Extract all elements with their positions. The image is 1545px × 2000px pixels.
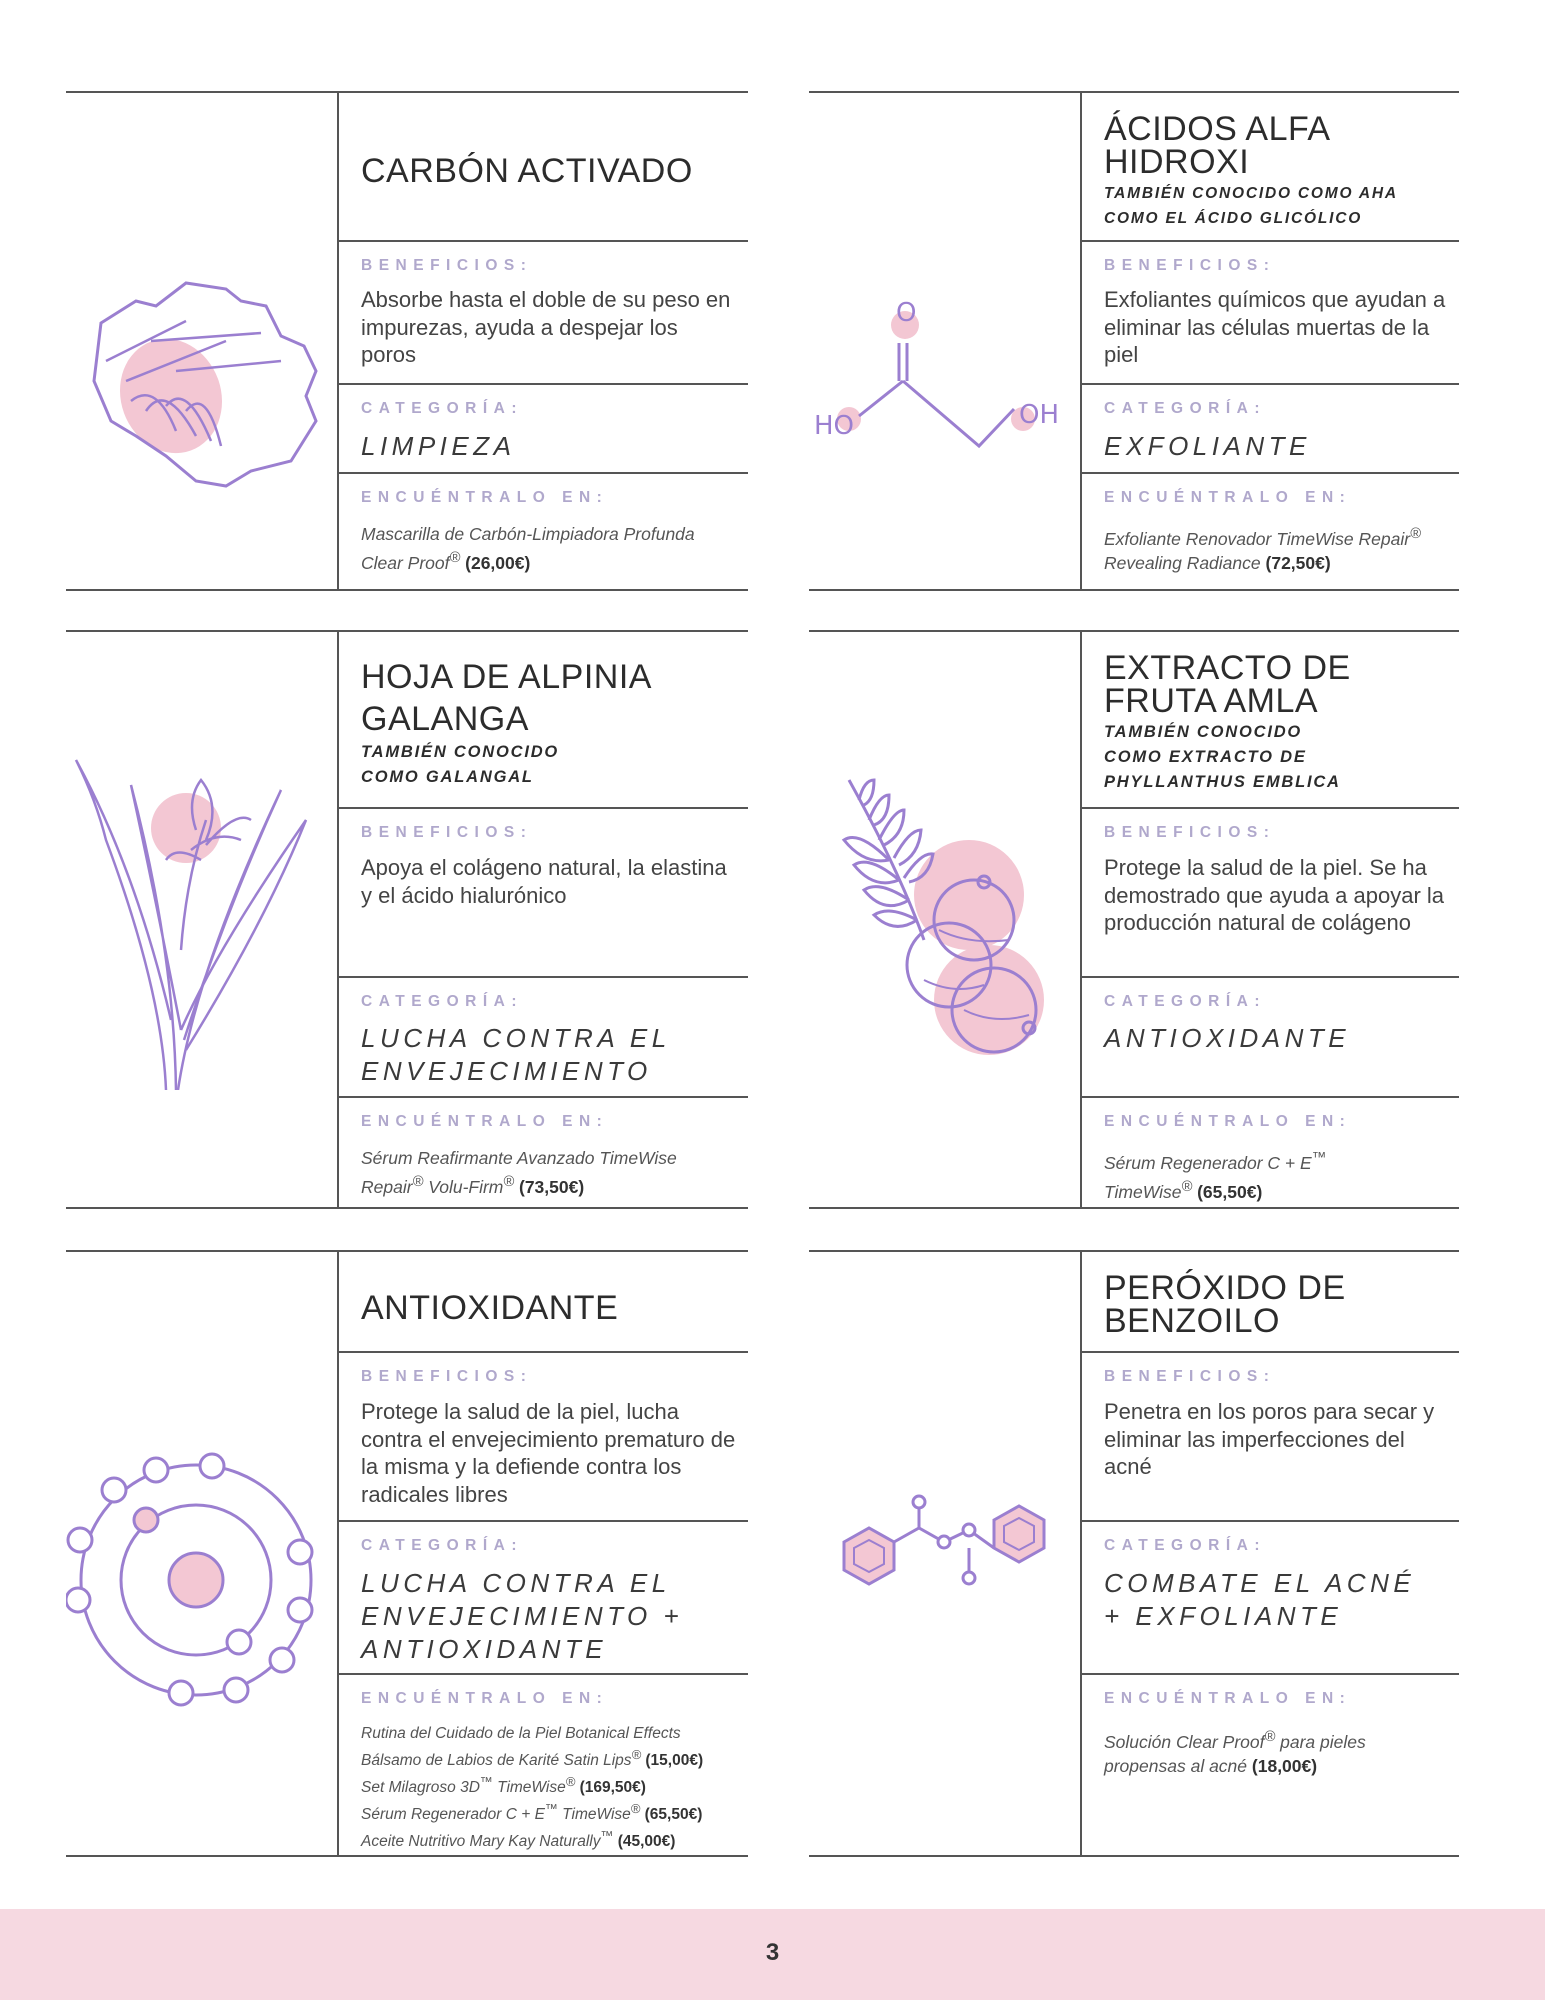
category-value: LUCHA CONTRA EL ENVEJECIMIENTO <box>361 1023 671 1086</box>
ingredient-card-antioxidant <box>66 1250 748 1857</box>
amla-fruit-icon <box>829 770 1069 1090</box>
also-known-as: TAMBIÉN CONOCIDO COMO GALANGAL <box>361 743 560 786</box>
product-list: Solución Clear Proof® para pieles propensas al acné (18,00€) <box>1104 1729 1366 1776</box>
product-list: Sérum Regenerador C + E™ TimeWise® (65,50€) <box>1104 1150 1327 1202</box>
benefits-text: Protege la salud de la piel. Se ha demostrado que ayuda a apoyar la producción natural de colágeno <box>1104 855 1445 935</box>
product-price: (73,50€) <box>519 1176 585 1197</box>
ingredient-card-carbon <box>66 91 748 591</box>
product-price: (26,00€) <box>465 552 531 573</box>
product-item: Rutina del Cuidado de la Piel Botanical Effects <box>361 1725 681 1742</box>
glycolic-acid-molecule-icon <box>809 291 1079 471</box>
benzoyl-peroxide-molecule-icon <box>814 1490 1074 1620</box>
benefits-label: BENEFICIOS: <box>361 1368 533 1385</box>
category-value: LIMPIEZA <box>361 431 516 461</box>
category-label: CATEGORÍA: <box>361 400 524 417</box>
also-known-as: TAMBIÉN CONOCIDO COMO AHA COMO EL ÁCIDO GLICÓLICO <box>1104 185 1398 227</box>
benefits-text: Exfoliantes químicos que ayudan a eliminar las células muertas de la piel <box>1104 287 1446 367</box>
category-label: CATEGORÍA: <box>361 993 524 1010</box>
find-in-label: ENCUÉNTRALO EN: <box>1104 489 1352 506</box>
card-top-rule <box>66 91 748 93</box>
find-in-label: ENCUÉNTRALO EN: <box>361 1690 609 1707</box>
category-value: COMBATE EL ACNÉ + EXFOLIANTE <box>1104 1568 1416 1631</box>
find-in-label: ENCUÉNTRALO EN: <box>361 1113 609 1130</box>
category-label: CATEGORÍA: <box>1104 993 1267 1010</box>
benefits-text: Protege la salud de la piel, lucha contra el envejecimiento prematuro de la misma y la defiende contra los radicales libres <box>361 1399 736 1507</box>
svg-text:HO: HO <box>814 411 855 441</box>
product-list: Mascarilla de Carbón-Limpiadora Profunda Clear Proof® (26,00€) <box>361 524 695 573</box>
product-list: Sérum Reafirmante Avanzado TimeWise Repair® Volu-Firm® (73,50€) <box>361 1148 677 1197</box>
ingredient-card-galangal <box>66 630 748 1209</box>
card-title: ÁCIDOS ALFA HIDROXI <box>1104 110 1329 181</box>
product-item: Set Milagroso 3D™ TimeWise® (169,50€) <box>361 1774 646 1797</box>
benefits-label: BENEFICIOS: <box>1104 824 1276 841</box>
card-title: ANTIOXIDANTE <box>361 1289 619 1327</box>
benefits-text: Absorbe hasta el doble de su peso en impurezas, ayuda a despejar los poros <box>361 287 731 367</box>
footer-band <box>0 1909 1545 2000</box>
find-in-label: ENCUÉNTRALO EN: <box>1104 1113 1352 1130</box>
product-item: Sérum Regenerador C + E™ TimeWise® (65,50€) <box>361 1801 703 1824</box>
product-item: Bálsamo de Labios de Karité Satin Lips® (15,00€) <box>361 1747 704 1770</box>
product-list <box>361 1723 741 1853</box>
card-bottom-rule <box>66 589 748 591</box>
benefits-label: BENEFICIOS: <box>1104 257 1276 274</box>
benefits-label: BENEFICIOS: <box>361 824 533 841</box>
ingredient-card-amla <box>809 630 1459 1209</box>
product-list: Exfoliante Renovador TimeWise Repair® Revealing Radiance (72,50€) <box>1104 526 1421 573</box>
card-divider <box>337 91 339 591</box>
category-label: CATEGORÍA: <box>1104 400 1267 417</box>
card-title: EXTRACTO DE FRUTA AMLA <box>1104 649 1351 720</box>
ingredient-card-aha <box>809 91 1459 591</box>
find-in-label: ENCUÉNTRALO EN: <box>361 489 609 506</box>
galangal-flower-icon <box>66 750 326 1090</box>
category-label: CATEGORÍA: <box>1104 1537 1267 1554</box>
benefits-text: Penetra en los poros para secar y eliminar las imperfecciones del acné <box>1104 1399 1435 1479</box>
product-item: Aceite Nutritivo Mary Kay Naturally™ (45,00€) <box>361 1828 676 1851</box>
category-label: CATEGORÍA: <box>361 1537 524 1554</box>
page-number: 3 <box>765 1939 780 1966</box>
product-price: (18,00€) <box>1251 1755 1318 1776</box>
product-price: (72,50€) <box>1265 552 1331 573</box>
atom-icon <box>66 1450 326 1710</box>
svg-text:O: O <box>896 298 917 328</box>
svg-text:OH: OH <box>1019 400 1060 430</box>
also-known-as: TAMBIÉN CONOCIDO COMO EXTRACTO DE PHYLLANTHUS EMBLICA <box>1104 723 1341 791</box>
category-value: EXFOLIANTE <box>1104 431 1311 461</box>
category-value: LUCHA CONTRA EL ENVEJECIMIENTO + ANTIOXIDANTE <box>361 1568 684 1664</box>
benefits-text: Apoya el colágeno natural, la elastina y el ácido hialurónico <box>361 855 727 908</box>
find-in-label: ENCUÉNTRALO EN: <box>1104 1690 1352 1707</box>
category-value: ANTIOXIDANTE <box>1104 1023 1351 1053</box>
benefits-label: BENEFICIOS: <box>361 257 533 274</box>
benefits-label: BENEFICIOS: <box>1104 1368 1276 1385</box>
product-price: (65,50€) <box>1197 1181 1263 1202</box>
card-title: PERÓXIDO DE BENZOILO <box>1104 1269 1346 1340</box>
ingredient-card-benzoyl-peroxide <box>809 1250 1459 1857</box>
product-name: Mascarilla de Carbón-Limpiadora Profunda Clear Proof <box>361 524 695 573</box>
card-title: CARBÓN ACTIVADO <box>361 152 693 190</box>
charcoal-icon <box>66 261 326 501</box>
card-title: HOJA DE ALPINIA GALANGA <box>361 658 651 738</box>
